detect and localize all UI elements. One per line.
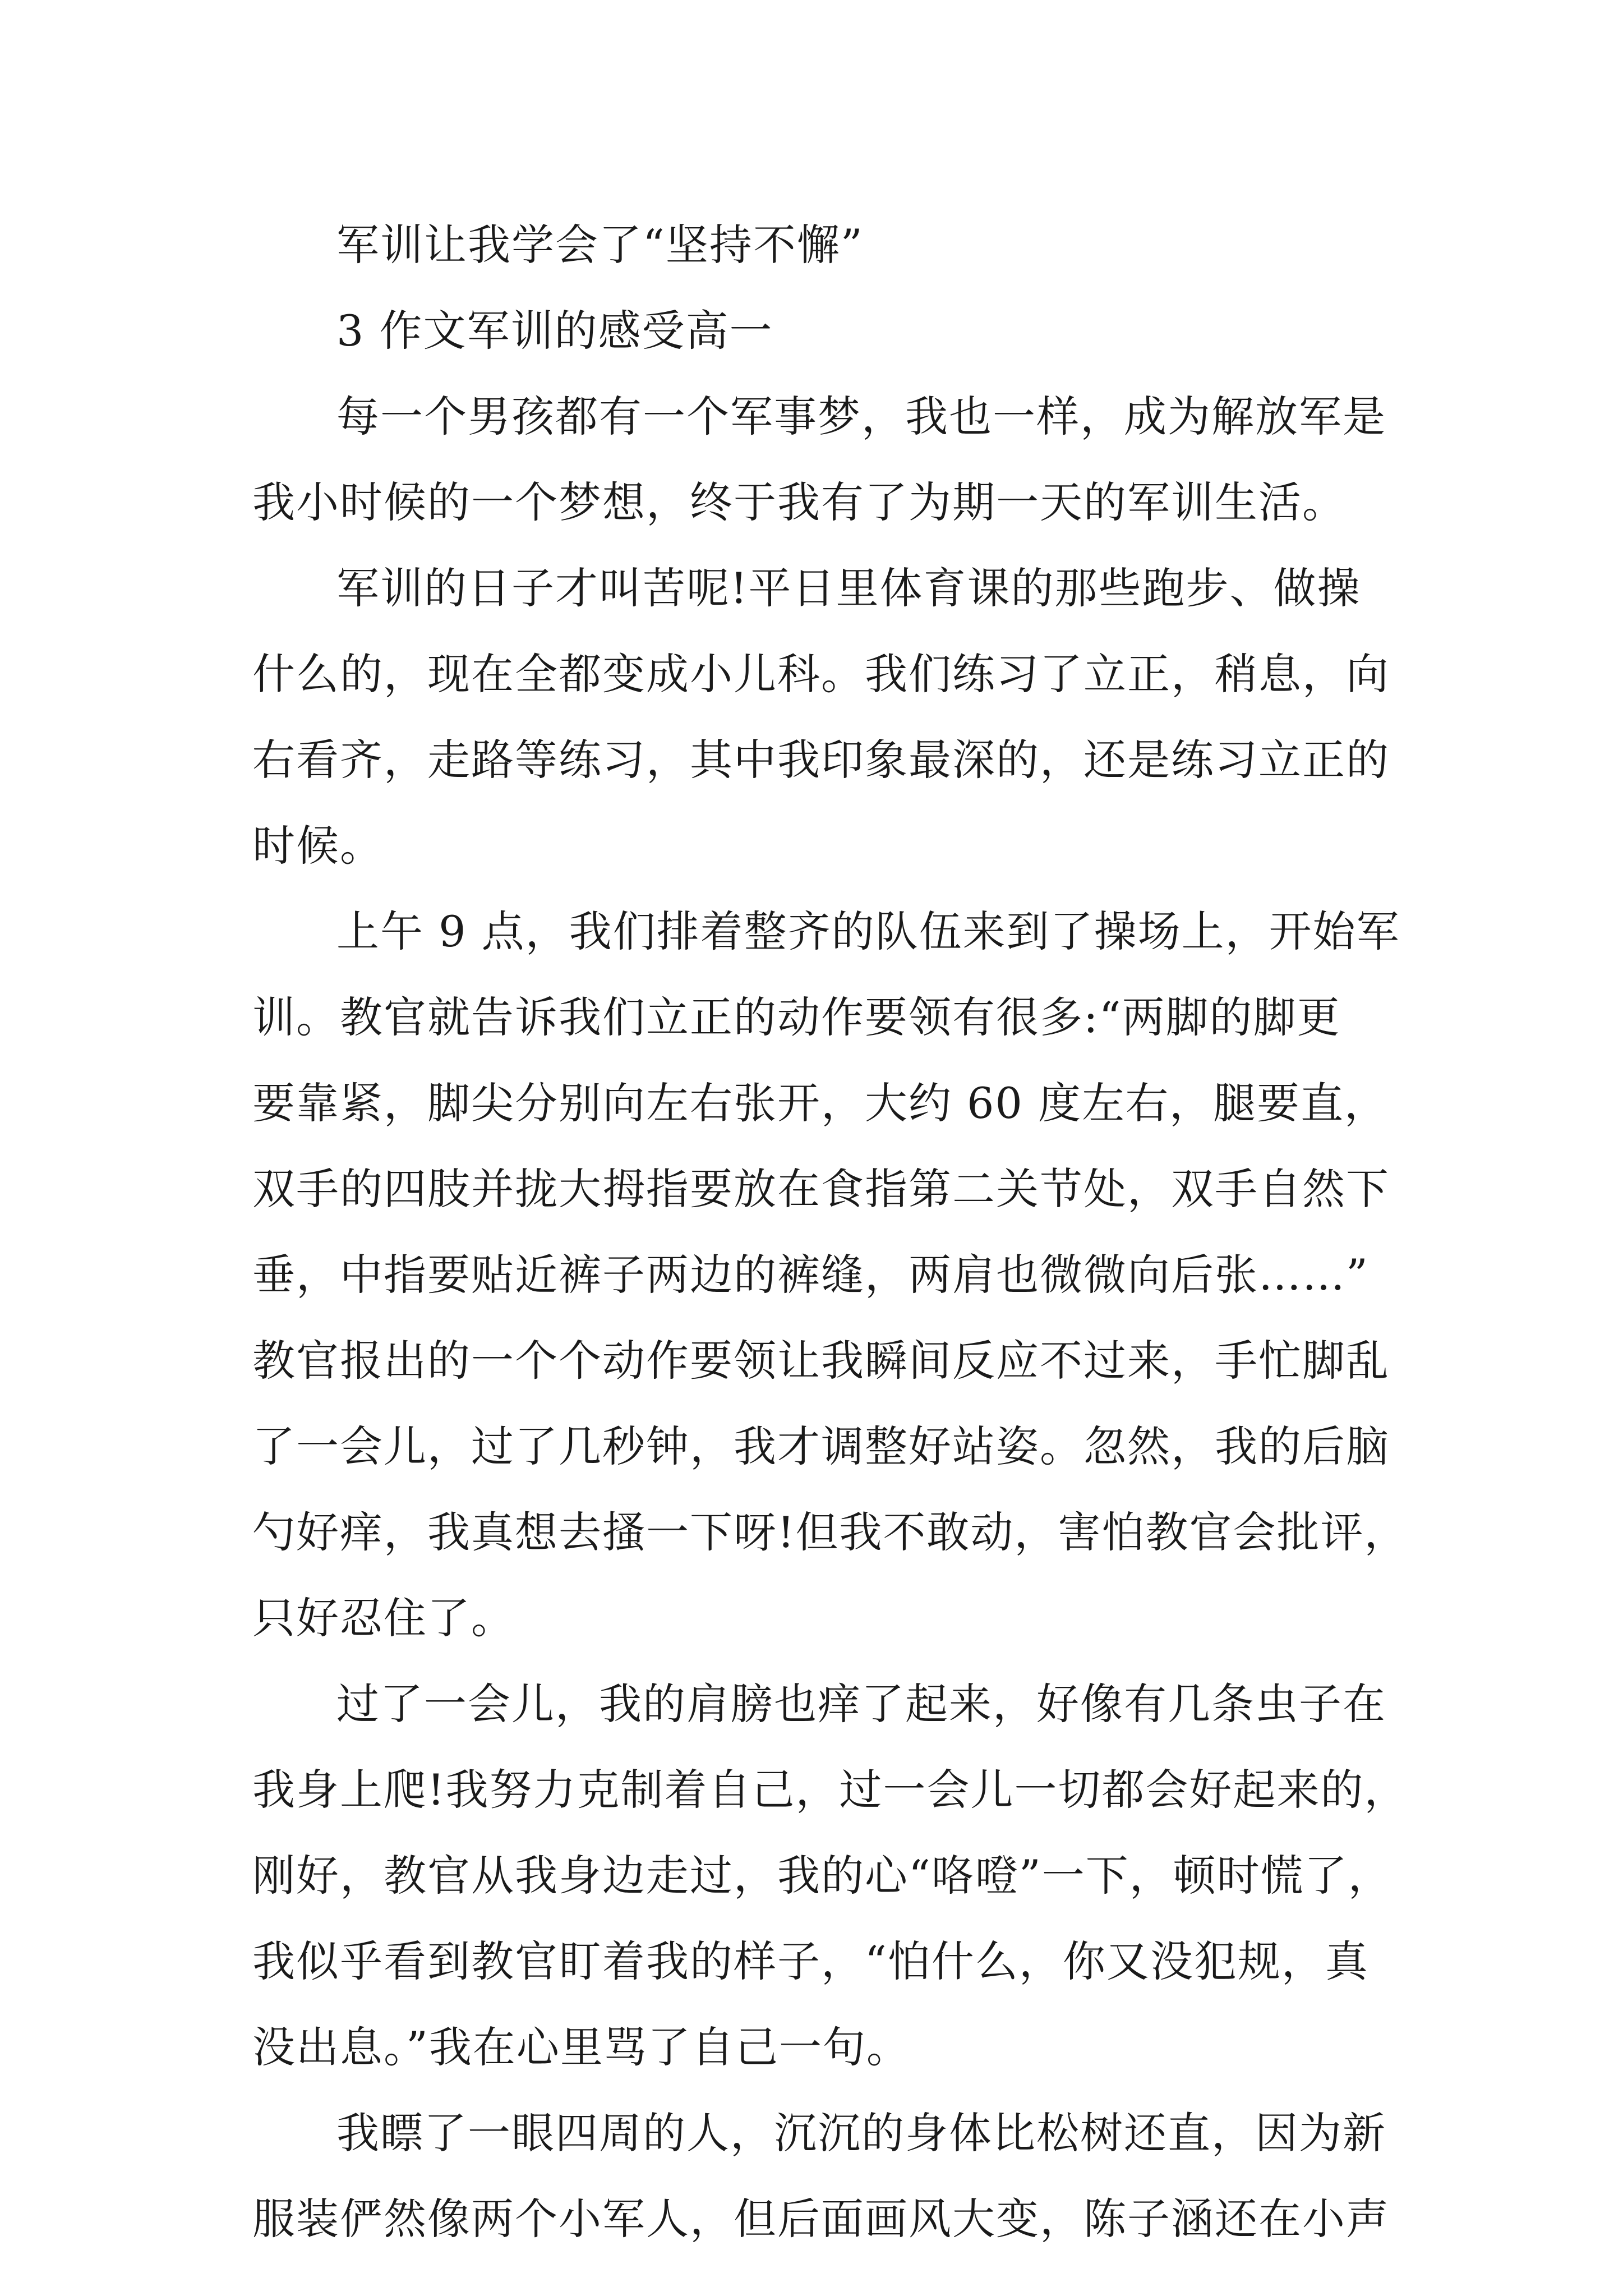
text-line: 了一会儿，过了几秒钟，我才调整好站姿。忽然，我的后脑 [252, 1421, 1390, 1471]
text-line: 没出息。”我在心里骂了自己一句。 [252, 2022, 910, 2072]
text-line: 我身上爬!我努力克制着自己，过一会儿一切都会好起来的， [252, 1765, 1408, 1815]
text-line: 军训的日子才叫苦呢!平日里体育课的那些跑步、做操 [336, 563, 1361, 613]
text-line: 3 作文军训的感受高一 [336, 306, 773, 356]
text-line: 右看齐，走路等练习，其中我印象最深的，还是练习立正的 [252, 735, 1390, 785]
text-line: 服装俨然像两个小军人，但后面画风大变，陈子涵还在小声 [252, 2194, 1390, 2244]
text-line: 过了一会儿，我的肩膀也痒了起来，好像有几条虫子在 [336, 1679, 1386, 1729]
text-line: 我似乎看到教官盯着我的样子，“怕什么，你又没犯规，真 [252, 1936, 1369, 1986]
text-line: 训。教官就告诉我们立正的动作要领有很多:“两脚的脚更 [252, 992, 1341, 1042]
text-line: 垂，中指要贴近裤子两边的裤缝，两肩也微微向后张……” [252, 1250, 1369, 1300]
text-line: 军训让我学会了“坚持不懈” [336, 220, 864, 270]
text-line: 教官报出的一个个动作要领让我瞬间反应不过来，手忙脚乱 [252, 1336, 1390, 1386]
text-line: 要靠紧，脚尖分别向左右张开，大约 60 度左右，腿要直， [252, 1078, 1389, 1128]
text-line: 只好忍住了。 [252, 1593, 515, 1643]
text-line: 什么的，现在全都变成小儿科。我们练习了立正，稍息，向 [252, 649, 1390, 699]
text-line: 每一个男孩都有一个军事梦，我也一样，成为解放军是 [336, 392, 1386, 441]
text-line: 我小时候的一个梦想，终于我有了为期一天的军训生活。 [252, 477, 1346, 527]
text-line: 双手的四肢并拢大拇指要放在食指第二关节处，双手自然下 [252, 1164, 1390, 1214]
text-line: 勺好痒，我真想去搔一下呀!但我不敢动，害怕教官会批评， [252, 1507, 1408, 1557]
text-line: 上午 9 点，我们排着整齐的队伍来到了操场上，开始军 [336, 907, 1400, 956]
text-line: 时候。 [252, 821, 384, 871]
text-line: 刚好，教官从我身边走过，我的心“咯噔”一下，顿时慌了， [252, 1851, 1392, 1901]
document-body [252, 202, 1408, 2262]
text-line: 我瞟了一眼四周的人，沉沉的身体比松树还直，因为新 [336, 2108, 1386, 2158]
